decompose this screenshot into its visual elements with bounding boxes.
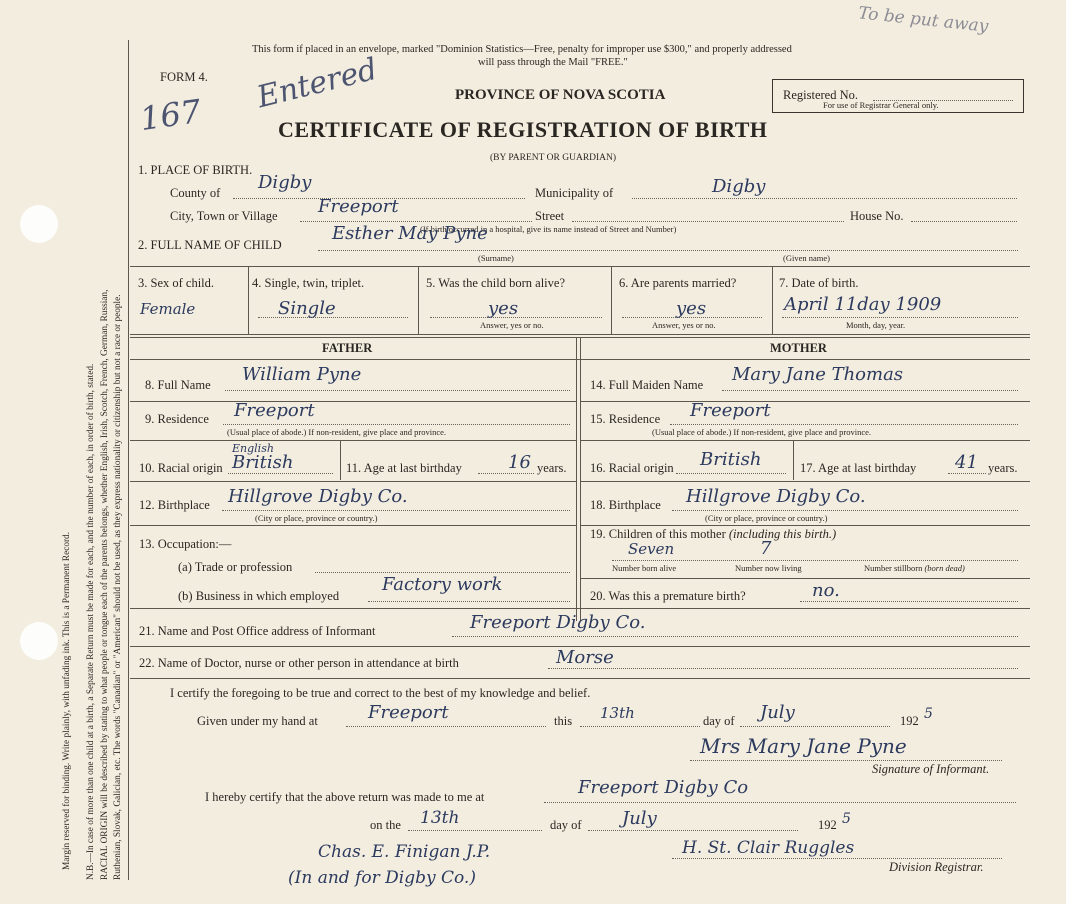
given-label: Given under my hand at xyxy=(197,714,318,728)
premature-value: no. xyxy=(812,580,840,601)
father-name-label: 8. Full Name xyxy=(145,378,211,392)
certify-statement: I certify the foregoing to be true and correct to the best of my knowledge and belief. xyxy=(170,686,591,700)
entered-stamp: Entered xyxy=(253,51,381,116)
mail-notice-line1: This form if placed in an envelope, marked "Dominion Statistics—Free, penalty for improper use $300," and properly addressed xyxy=(252,44,792,55)
mother-heading: MOTHER xyxy=(770,341,827,355)
child-name-label: 2. FULL NAME OF CHILD xyxy=(138,238,282,252)
county-label: County of xyxy=(170,186,221,200)
year-value: 5 xyxy=(924,706,933,722)
doctor-value: Morse xyxy=(556,647,614,668)
stillborn-note-text: Number stillborn xyxy=(864,563,923,573)
registered-box xyxy=(772,79,1024,113)
mother-name-label: 14. Full Maiden Name xyxy=(590,378,704,392)
parents-divider xyxy=(576,337,577,621)
hospital-note: (If birth occurred in a hospital, give its name instead of Street and Number) xyxy=(420,224,677,234)
sex-label: 3. Sex of child. xyxy=(138,276,215,290)
witness-note: (In and for Digby Co.) xyxy=(288,868,476,888)
day-of-label-2: day of xyxy=(550,818,582,832)
entry-number: 167 xyxy=(137,91,204,139)
born-alive-value: Seven xyxy=(628,540,675,558)
page-title: CERTIFICATE OF REGISTRATION OF BIRTH xyxy=(278,117,768,142)
children-label-text: 19. Children of this mother xyxy=(590,527,726,541)
alive-note: Answer, yes or no. xyxy=(480,320,544,330)
year2-value: 5 xyxy=(842,811,851,827)
place-of-birth-label: 1. PLACE OF BIRTH. xyxy=(138,163,253,177)
surname-note: (Surname) xyxy=(478,253,514,263)
alive-label: 5. Was the child born alive? xyxy=(426,276,566,290)
father-birthplace-note: (City or place, province or country.) xyxy=(255,513,378,523)
witness-signature: Chas. E. Finigan J.P. xyxy=(318,842,491,862)
registered-label: Registered No. xyxy=(783,88,858,102)
on-the-label: on the xyxy=(370,818,401,832)
municipality-label: Municipality of xyxy=(535,186,614,200)
mail-notice-line2: will pass through the Mail "FREE." xyxy=(478,57,628,68)
informant-label: 21. Name and Post Office address of Informant xyxy=(139,624,376,638)
father-residence-note: (Usual place of abode.) If non-resident, give place and province. xyxy=(227,427,447,437)
form-number: FORM 4. xyxy=(160,70,208,84)
father-birthplace-label: 12. Birthplace xyxy=(139,498,210,512)
single-label: 4. Single, twin, triplet. xyxy=(252,276,365,290)
signature-label: Signature of Informant. xyxy=(872,762,990,776)
month2-value: July xyxy=(622,808,657,829)
street-label: Street xyxy=(535,209,565,223)
child-name-value: Esther May Pyne xyxy=(332,223,488,244)
alive-value: yes xyxy=(488,298,519,319)
married-value: yes xyxy=(676,298,707,319)
hereby-label: I hereby certify that the above return was made to me at xyxy=(205,790,485,804)
stillborn-note xyxy=(864,563,965,573)
informant-value: Freeport Digby Co. xyxy=(470,612,646,633)
city-label: City, Town or Village xyxy=(170,209,278,223)
province-heading: PROVINCE OF NOVA SCOTIA xyxy=(455,87,666,103)
mother-age-label: 17. Age at last birthday xyxy=(800,461,917,475)
on-the-value: 13th xyxy=(420,808,460,828)
now-living-note: Number now living xyxy=(735,563,802,573)
punch-hole-bottom xyxy=(20,622,58,660)
business-label: (b) Business in which employed xyxy=(178,589,340,603)
married-label: 6. Are parents married? xyxy=(619,276,737,290)
now-living-value: 7 xyxy=(760,538,772,559)
year-prefix: 192 xyxy=(900,714,919,728)
this-value: 13th xyxy=(600,704,635,722)
children-label-italic: (including this birth.) xyxy=(728,527,837,541)
mother-birthplace-label: 18. Birthplace xyxy=(590,498,661,512)
mother-residence-note: (Usual place of abode.) If non-resident, give place and province. xyxy=(652,427,872,437)
given-name-note: (Given name) xyxy=(783,253,830,263)
father-name-value: William Pyne xyxy=(242,364,362,385)
birth-date-note: Month, day, year. xyxy=(846,320,906,330)
given-place: Freeport xyxy=(368,702,449,723)
married-note: Answer, yes or no. xyxy=(652,320,716,330)
mother-birthplace-value: Hillgrove Digby Co. xyxy=(686,486,866,507)
mother-racial-label: 16. Racial origin xyxy=(590,461,674,475)
registered-note: For use of Registrar General only. xyxy=(823,100,939,110)
punch-hole-top xyxy=(20,205,58,243)
mother-name-value: Mary Jane Thomas xyxy=(732,364,904,385)
trade-label: (a) Trade or profession xyxy=(178,560,293,574)
father-age-unit: years. xyxy=(537,461,567,475)
business-value: Factory work xyxy=(382,574,503,595)
nb-note-line2: RACIAL ORIGIN will be described by stating to what people or tongue each of the parents belongs, whether English, Irish, Scotch, French, German, Russian, xyxy=(100,289,110,880)
registrar-signature: H. St. Clair Ruggles xyxy=(682,838,855,858)
father-racial-value-top: English xyxy=(232,442,274,455)
occupation-label: 13. Occupation:— xyxy=(139,537,232,551)
mother-age-unit: years. xyxy=(988,461,1018,475)
pencil-note: To be put away xyxy=(857,3,990,37)
mother-birthplace-note: (City or place, province or country.) xyxy=(705,513,828,523)
father-birthplace-value: Hillgrove Digby Co. xyxy=(228,486,408,507)
father-age-label: 11. Age at last birthday xyxy=(346,461,462,475)
registrar-label: Division Registrar. xyxy=(889,860,984,874)
father-heading: FATHER xyxy=(322,341,373,355)
day-of-label: day of xyxy=(703,714,735,728)
city-value: Freeport xyxy=(318,196,399,217)
doctor-label: 22. Name of Doctor, nurse or other person in attendance at birth xyxy=(139,656,459,670)
year2-prefix: 192 xyxy=(818,818,837,832)
hereby-value: Freeport Digby Co xyxy=(578,777,749,798)
born-alive-note: Number born alive xyxy=(612,563,677,573)
father-racial-label: 10. Racial origin xyxy=(139,461,223,475)
father-racial-value: British xyxy=(232,452,294,473)
binding-margin-rule xyxy=(128,40,129,880)
municipality-value: Digby xyxy=(712,176,766,197)
premature-label: 20. Was this a premature birth? xyxy=(590,589,746,603)
birth-date-value: April 11day 1909 xyxy=(784,294,942,315)
month-value: July xyxy=(760,702,795,723)
mother-age-value: 41 xyxy=(955,452,978,473)
margin-note: Margin reserved for binding. Write plainly, with unfading ink. This is a Permanent Record. xyxy=(62,531,72,870)
mother-residence-label: 15. Residence xyxy=(590,412,661,426)
county-value: Digby xyxy=(258,172,312,193)
nb-note-line1: N.B.—In case of more than one child at a birth, a Separate Return must be made for each, and the number of each, in order of birth, stated. xyxy=(86,363,96,880)
house-no-label: House No. xyxy=(850,209,904,223)
father-age-value: 16 xyxy=(508,452,531,473)
single-value: Single xyxy=(278,298,336,319)
children-label xyxy=(590,527,836,542)
sex-value: Female xyxy=(140,300,196,318)
mother-residence-value: Freeport xyxy=(690,400,771,421)
birth-date-label: 7. Date of birth. xyxy=(779,276,859,290)
father-residence-value: Freeport xyxy=(234,400,315,421)
mother-racial-value: British xyxy=(700,449,762,470)
informant-signature: Mrs Mary Jane Pyne xyxy=(700,734,907,758)
stillborn-note-italic: (born dead) xyxy=(924,563,965,573)
father-residence-label: 9. Residence xyxy=(145,412,209,426)
this-label: this xyxy=(554,714,573,728)
page-subtitle: (BY PARENT OR GUARDIAN) xyxy=(490,153,617,163)
nb-note-line3: Ruthenian, Slovak, Galician, etc. The words "Canadian" or "American" should not be used, as they express nationality or citizenship but not a race or people. xyxy=(113,294,123,880)
